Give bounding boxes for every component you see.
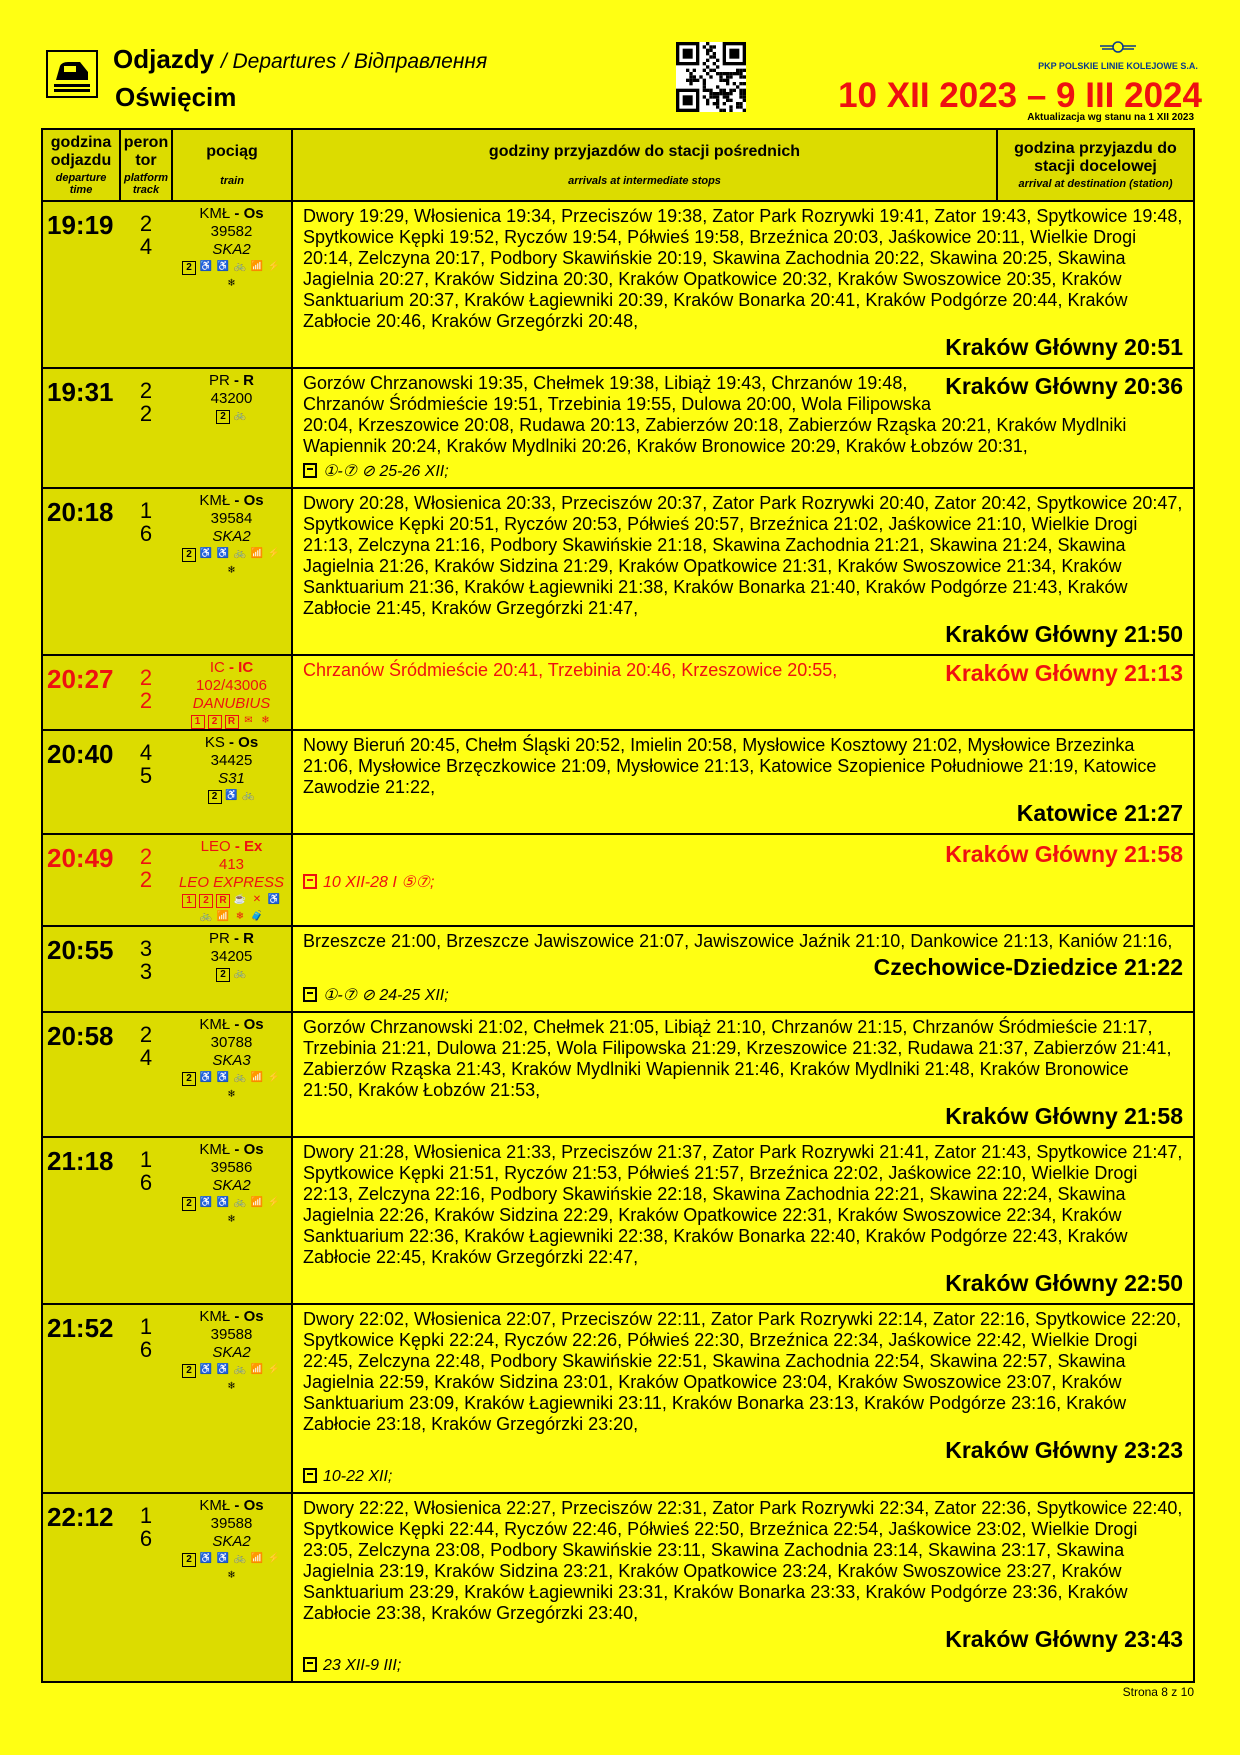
amenity-icon: 📶 bbox=[250, 1553, 264, 1564]
header-platform: peron tor platform track bbox=[120, 129, 172, 201]
train-category: PR - R bbox=[208, 930, 255, 947]
intermediate-stops: Dwory 19:29, Włosienica 19:34, Przeciszów 19:38, Zator Park Rozrywki 19:41, Zator 19:43, Spytkowice 19:48, Spytkowice Kępki 19:52, Ryczów 19:54, Półwieś 19:58, Brzeźnica 20:03, Jaśkowice 20:11, Wielkie Drogi 20:14, Zelczyna 20:17, Podbory Skawińskie 20:19, Skawina Zachodnia 20:22, Skawina 20:25, Skawina Jagielnia 20:27, Kraków Sidzina 20:30, Kraków Opatkowice 20:32, Kraków Swoszowice 20:35, Kraków Sanktuarium 20:37, Kraków Łagiewniki 20:39, Kraków Bonarka 20:41, Kraków Podgórze 20:44, Kraków Zabłocie 20:46, Kraków Grzegórzki 20:48, bbox=[303, 206, 1183, 331]
amenity-icon: 🚲 bbox=[199, 911, 213, 922]
departure-time: 22:12 bbox=[47, 1502, 114, 1532]
train-category: KMŁ - Os bbox=[199, 1497, 264, 1514]
departure-time: 20:49 bbox=[47, 843, 114, 873]
amenity-icon: ⚡ bbox=[267, 261, 281, 272]
intermediate-stops: Gorzów Chrzanowski 19:35, Chełmek 19:38, Libiąż 19:43, Chrzanów 19:48, Chrzanów Śródmieście 19:51, Trzebinia 19:55, Dulowa 20:00, Wola Filipowska 20:04, Krzeszowice 20:08, Rudawa 20:13, Zabierzów 20:18, Zabierzów Rząska 20:21, Kraków Mydlniki Wapiennik 20:24, Kraków Mydlniki 20:26, Kraków Bronowice 20:29, Kraków Łobzów 20:31, bbox=[303, 373, 1127, 456]
platform-cell bbox=[120, 1012, 172, 1137]
category: Os bbox=[243, 1016, 264, 1033]
departure-time: 20:27 bbox=[47, 664, 114, 694]
amenity-icon: ♿ bbox=[267, 894, 281, 905]
amenity-icon: 📶 bbox=[216, 911, 230, 922]
track-number: 6 bbox=[139, 1526, 153, 1551]
update-note: Aktualizacja wg stanu na 1 XII 2023 bbox=[1027, 112, 1194, 123]
departure-time-cell bbox=[42, 1137, 120, 1304]
train-name: SKA3 bbox=[212, 1052, 251, 1069]
departure-time-cell bbox=[42, 368, 120, 488]
platform-cell bbox=[120, 834, 172, 926]
stops-cell bbox=[292, 926, 1194, 1012]
amenity-icon: 📶 bbox=[250, 1197, 264, 1208]
train-number: 39588 bbox=[210, 1326, 253, 1343]
stops-cell bbox=[292, 1012, 1194, 1137]
amenity-icon: 📶 bbox=[250, 261, 264, 272]
schedule-note bbox=[303, 1657, 1183, 1675]
intermediate-stops: Nowy Bieruń 20:45, Chełm Śląski 20:52, Imielin 20:58, Mysłowice Kosztowy 21:02, Mysłowice Brzezinka 21:06, Mysłowice Brzęczkowice 21:09, Mysłowice 21:13, Katowice Szopienice Południowe 21:19, Katowice Zawodzie 21:22, bbox=[303, 735, 1157, 797]
train-cell bbox=[172, 488, 292, 655]
departure-row[interactable] bbox=[42, 1493, 1194, 1682]
amenities bbox=[172, 790, 291, 804]
train-category: PR - R bbox=[208, 372, 255, 389]
train-number: 34425 bbox=[210, 752, 253, 769]
track-number: 6 bbox=[139, 1337, 153, 1362]
amenity-icon: 2 bbox=[208, 715, 222, 729]
amenity-icon: ⚡ bbox=[267, 1364, 281, 1375]
category: Os bbox=[243, 1497, 264, 1514]
track-number: 4 bbox=[139, 1045, 153, 1070]
intermediate-stops: Gorzów Chrzanowski 21:02, Chełmek 21:05, Libiąż 21:10, Chrzanów 21:15, Chrzanów Śródmieście 21:17, Trzebinia 21:21, Dulowa 21:25, Wola Filipowska 21:29, Krzeszowice 21:32, Rudawa 21:37, Zabierzów 21:41, Zabierzów Rząska 21:43, Kraków Mydlniki Wapiennik 21:46, Kraków Mydlniki 21:48, Kraków Bronowice 21:50, Kraków Łobzów 21:53, bbox=[303, 1017, 1172, 1100]
departure-time: 20:58 bbox=[47, 1021, 114, 1051]
category: Os bbox=[243, 1141, 264, 1158]
qr-code[interactable] bbox=[676, 42, 746, 112]
departure-time: 19:31 bbox=[47, 377, 114, 407]
destination-arrival: Kraków Główny 21:13 bbox=[945, 660, 1183, 686]
amenity-icon: 🚲 bbox=[233, 968, 247, 979]
train-number: 102/43006 bbox=[196, 677, 267, 694]
train-cell bbox=[172, 730, 292, 834]
amenity-icon: ✕ bbox=[252, 894, 262, 905]
title-main: Odjazdy bbox=[113, 44, 215, 74]
stops-cell bbox=[292, 834, 1194, 926]
train-category: KMŁ - Os bbox=[199, 492, 264, 509]
track-number: 6 bbox=[139, 1170, 153, 1195]
category: Os bbox=[243, 205, 264, 222]
destination-arrival: Kraków Główny 23:43 bbox=[945, 1626, 1183, 1652]
amenity-icon: ❄ bbox=[227, 1570, 236, 1581]
amenities bbox=[172, 715, 291, 729]
amenity-icon: 🚲 bbox=[233, 261, 247, 272]
departure-row[interactable] bbox=[42, 488, 1194, 655]
schedule-note bbox=[303, 872, 1183, 892]
carrier: KMŁ bbox=[199, 492, 231, 509]
header-time: godzina odjazdu departure time bbox=[42, 129, 120, 201]
calendar-icon bbox=[303, 1657, 317, 1672]
intermediate-stops: Dwory 20:28, Włosienica 20:33, Przeciszów 20:37, Zator Park Rozrywki 20:40, Zator 20:42, Spytkowice 20:47, Spytkowice Kępki 20:51, Ryczów 20:53, Półwieś 20:57, Brzeźnica 21:02, Jaśkowice 21:10, Wielkie Drogi 21:13, Zelczyna 21:16, Podbory Skawińskie 21:18, Skawina Zachodnia 21:21, Skawina 21:24, Skawina Jagielnia 21:26, Kraków Sidzina 21:29, Kraków Opatkowice 21:31, Kraków Swoszowice 21:34, Kraków Sanktuarium 21:36, Kraków Łagiewniki 21:38, Kraków Bonarka 21:40, Kraków Podgórze 21:43, Kraków Zabłocie 21:45, Kraków Grzegórzki 21:47, bbox=[303, 493, 1183, 618]
platform-cell bbox=[120, 1137, 172, 1304]
carrier: IC bbox=[209, 659, 225, 676]
train-cell bbox=[172, 1493, 292, 1682]
departure-time: 21:18 bbox=[47, 1146, 114, 1176]
stops-cell bbox=[292, 730, 1194, 834]
train-number: 39582 bbox=[210, 223, 253, 240]
train-number: 34205 bbox=[210, 948, 253, 965]
amenity-icon: ❄ bbox=[261, 715, 270, 726]
amenity-icon: ❄ bbox=[235, 911, 245, 922]
pkp-logo-text: PKP POLSKIE LINIE KOLEJOWE S.A. bbox=[1038, 61, 1198, 71]
platform-number: 2 bbox=[139, 1022, 153, 1047]
amenities bbox=[172, 968, 291, 982]
amenities bbox=[172, 894, 291, 925]
amenity-icon: 📶 bbox=[250, 1072, 264, 1083]
platform-cell bbox=[120, 1304, 172, 1493]
amenity-icon: 2 bbox=[182, 1553, 196, 1567]
amenity-icon: ⚡ bbox=[267, 1197, 281, 1208]
platform-number: 3 bbox=[139, 936, 153, 961]
platform-cell bbox=[120, 730, 172, 834]
platform-cell bbox=[120, 655, 172, 730]
departure-time: 20:55 bbox=[47, 935, 114, 965]
amenity-icon: 🧳 bbox=[250, 911, 264, 922]
train-cell bbox=[172, 1137, 292, 1304]
amenity-icon: 2 bbox=[182, 261, 196, 275]
calendar-icon bbox=[303, 987, 317, 1002]
intermediate-stops: Dwory 22:22, Włosienica 22:27, Przeciszów 22:31, Zator Park Rozrywki 22:34, Zator 22:36, Spytkowice 22:40, Spytkowice Kępki 22:44, Ryczów 22:46, Półwieś 22:50, Brzeźnica 22:54, Jaśkowice 23:02, Wielkie Drogi 23:05, Zelczyna 23:08, Podbory Skawińskie 23:11, Skawina Zachodnia 23:14, Skawina 23:17, Skawina Jagielnia 23:19, Kraków Sidzina 23:21, Kraków Opatkowice 23:24, Kraków Swoszowice 23:27, Kraków Sanktuarium 23:29, Kraków Łagiewniki 23:31, Kraków Bonarka 23:33, Kraków Podgórze 23:36, Kraków Zabłocie 23:38, Kraków Grzegórzki 23:40, bbox=[303, 1498, 1183, 1623]
train-cell bbox=[172, 655, 292, 730]
amenity-icon: 🚲 bbox=[233, 1553, 247, 1564]
amenity-icon: ⚡ bbox=[267, 1553, 281, 1564]
amenity-icon: ♿ bbox=[216, 1364, 230, 1375]
train-number: 30788 bbox=[210, 1034, 253, 1051]
train-cell bbox=[172, 1304, 292, 1493]
amenity-icon: 🚲 bbox=[233, 1072, 247, 1083]
note-text: 10-22 XII; bbox=[323, 1468, 393, 1485]
carrier: KMŁ bbox=[199, 1308, 231, 1325]
train-number: 39588 bbox=[210, 1515, 253, 1532]
train-category: LEO - Ex bbox=[200, 838, 263, 855]
amenities bbox=[172, 261, 291, 292]
amenities bbox=[172, 548, 291, 579]
amenity-icon: 🚲 bbox=[242, 790, 255, 801]
amenity-icon: 2 bbox=[182, 1364, 196, 1378]
amenity-icon: ❄ bbox=[227, 1214, 236, 1225]
amenity-icon: ♿ bbox=[199, 1072, 213, 1083]
train-category: IC - IC bbox=[209, 659, 254, 676]
amenities bbox=[172, 1197, 291, 1228]
category: Os bbox=[243, 1308, 264, 1325]
intermediate-stops: Dwory 21:28, Włosienica 21:33, Przeciszów 21:37, Zator Park Rozrywki 21:41, Zator 21:43, Spytkowice 21:47, Spytkowice Kępki 21:51, Ryczów 21:53, Półwieś 21:57, Brzeźnica 22:02, Jaśkowice 22:10, Wielkie Drogi 22:13, Zelczyna 22:16, Podbory Skawińskie 22:18, Skawina Zachodnia 22:21, Skawina 22:24, Skawina Jagielnia 22:26, Kraków Sidzina 22:29, Kraków Opatkowice 22:31, Kraków Swoszowice 22:34, Kraków Sanktuarium 22:36, Kraków Łagiewniki 22:38, Kraków Bonarka 22:40, Kraków Podgórze 22:43, Kraków Zabłocie 22:45, Kraków Grzegórzki 22:47, bbox=[303, 1142, 1183, 1267]
amenities bbox=[172, 1364, 291, 1395]
destination-arrival: Katowice 21:27 bbox=[1016, 800, 1183, 826]
carrier: PR bbox=[208, 930, 230, 947]
departure-row[interactable] bbox=[42, 834, 1194, 926]
amenity-icon: 🚲 bbox=[233, 410, 247, 421]
destination-arrival: Kraków Główny 20:36 bbox=[945, 373, 1183, 399]
train-name: DANUBIUS bbox=[192, 695, 271, 712]
departure-row[interactable] bbox=[42, 1012, 1194, 1137]
departure-time: 21:52 bbox=[47, 1313, 114, 1343]
departure-time-cell bbox=[42, 1012, 120, 1137]
page-number: Strona 8 z 10 bbox=[1122, 1685, 1194, 1699]
schedule-note bbox=[303, 985, 1183, 1005]
stops-cell bbox=[292, 655, 1194, 730]
amenity-icon: ♿ bbox=[225, 790, 238, 801]
carrier: KMŁ bbox=[199, 1497, 231, 1514]
destination-arrival: Kraków Główny 20:51 bbox=[945, 334, 1183, 360]
amenity-icon: R bbox=[216, 894, 230, 908]
departure-time-cell bbox=[42, 834, 120, 926]
track-number: 3 bbox=[139, 959, 153, 984]
amenity-icon: ☕ bbox=[233, 894, 247, 905]
amenity-icon: 🚲 bbox=[233, 1197, 247, 1208]
header-stops: godziny przyjazdów do stacji pośrednich arrivals at intermediate stops bbox=[292, 129, 997, 201]
stops-cell bbox=[292, 488, 1194, 655]
schedule-note bbox=[303, 461, 1183, 481]
stops-cell bbox=[292, 368, 1194, 488]
amenity-icon: ♿ bbox=[216, 1197, 230, 1208]
platform-cell bbox=[120, 926, 172, 1012]
stops-cell bbox=[292, 1137, 1194, 1304]
train-number: 39586 bbox=[210, 1159, 253, 1176]
amenity-icon: ❄ bbox=[227, 565, 236, 576]
table-header bbox=[42, 129, 1194, 201]
platform-number: 1 bbox=[139, 1314, 153, 1339]
train-category: KMŁ - Os bbox=[199, 1141, 264, 1158]
amenity-icon: 1 bbox=[191, 715, 205, 729]
validity-dates: 10 XII 2023 – 9 III 2024 bbox=[838, 76, 1202, 115]
destination-arrival: Kraków Główny 21:58 bbox=[945, 841, 1183, 867]
category: IC bbox=[238, 659, 254, 676]
amenity-icon: ⚡ bbox=[267, 1072, 281, 1083]
platform-number: 1 bbox=[139, 498, 153, 523]
destination-arrival: Czechowice-Dziedzice 21:22 bbox=[873, 954, 1183, 980]
platform-number: 1 bbox=[139, 1503, 153, 1528]
calendar-icon bbox=[303, 463, 317, 478]
amenity-icon: ♿ bbox=[216, 1072, 230, 1083]
departure-time-cell bbox=[42, 926, 120, 1012]
platform-cell bbox=[120, 488, 172, 655]
track-number: 5 bbox=[139, 763, 153, 788]
train-name: SKA2 bbox=[212, 1344, 251, 1361]
stops-cell bbox=[292, 1493, 1194, 1682]
departure-row[interactable] bbox=[42, 926, 1194, 1012]
note-text: 10 XII-28 I ⑤⑦; bbox=[323, 874, 435, 891]
amenity-icon: 🚲 bbox=[233, 548, 247, 559]
amenity-icon: 🚲 bbox=[233, 1364, 247, 1375]
departure-row[interactable] bbox=[42, 655, 1194, 730]
carrier: KMŁ bbox=[199, 1141, 231, 1158]
amenity-icon: ⚡ bbox=[267, 548, 281, 559]
platform-number: 2 bbox=[139, 665, 153, 690]
note-text: ①-⑦ ⊘ 25-26 XII; bbox=[323, 463, 449, 480]
amenity-icon: ♿ bbox=[199, 1197, 213, 1208]
amenity-icon: ♿ bbox=[199, 1553, 213, 1564]
note-text: 23 XII-9 III; bbox=[323, 1657, 402, 1674]
departure-row[interactable] bbox=[42, 201, 1194, 368]
amenity-icon: 2 bbox=[182, 1072, 196, 1086]
train-name: SKA2 bbox=[212, 1533, 251, 1550]
track-number: 2 bbox=[139, 867, 153, 892]
category: Os bbox=[243, 492, 264, 509]
title-translations: / Departures / Відправлення bbox=[220, 50, 488, 73]
amenity-icon: 📶 bbox=[250, 548, 264, 559]
amenity-icon: 2 bbox=[182, 1197, 196, 1211]
departure-time: 19:19 bbox=[47, 210, 114, 240]
carrier: LEO bbox=[200, 838, 231, 855]
carrier: PR bbox=[208, 372, 230, 389]
amenity-icon: 📶 bbox=[250, 1364, 264, 1375]
amenities bbox=[172, 410, 291, 424]
intermediate-stops: Dwory 22:02, Włosienica 22:07, Przeciszów 22:11, Zator Park Rozrywki 22:14, Zator 22:16, Spytkowice 22:20, Spytkowice Kępki 22:24, Ryczów 22:26, Półwieś 22:30, Brzeźnica 22:34, Jaśkowice 22:42, Wielkie Drogi 22:45, Zelczyna 22:48, Podbory Skawińskie 22:51, Skawina Zachodnia 22:54, Skawina 22:57, Skawina Jagielnia 22:59, Kraków Sidzina 23:01, Kraków Opatkowice 23:04, Kraków Swoszowice 23:07, Kraków Sanktuarium 23:09, Kraków Łagiewniki 23:11, Kraków Bonarka 23:13, Kraków Podgórze 23:16, Kraków Zabłocie 23:18, Kraków Grzegórzki 23:20, bbox=[303, 1309, 1182, 1434]
departure-time-cell bbox=[42, 488, 120, 655]
category: Os bbox=[238, 734, 259, 751]
schedule-note bbox=[303, 1468, 1183, 1486]
destination-arrival: Kraków Główny 21:58 bbox=[945, 1103, 1183, 1129]
train-name: S31 bbox=[218, 770, 245, 787]
intermediate-stops: Chrzanów Śródmieście 20:41, Trzebinia 20:46, Krzeszowice 20:55, bbox=[303, 660, 838, 680]
departures-table bbox=[41, 128, 1195, 1683]
departure-time-cell bbox=[42, 655, 120, 730]
train-cell bbox=[172, 1012, 292, 1137]
amenity-icon: 1 bbox=[182, 894, 196, 908]
platform-number: 2 bbox=[139, 844, 153, 869]
amenity-icon: ♿ bbox=[199, 1364, 213, 1375]
train-name: SKA2 bbox=[212, 1177, 251, 1194]
amenity-icon: 2 bbox=[216, 410, 230, 424]
destination-arrival: Kraków Główny 21:50 bbox=[945, 621, 1183, 647]
departure-row[interactable] bbox=[42, 730, 1194, 834]
amenity-icon: ♿ bbox=[216, 548, 230, 559]
intermediate-stops: Brzeszcze 21:00, Brzeszcze Jawiszowice 21:07, Jawiszowice Jaźnik 21:10, Dankowice 21:13, Kaniów 21:16, bbox=[303, 931, 1173, 951]
amenities bbox=[172, 1553, 291, 1584]
amenity-icon: ❄ bbox=[227, 1381, 236, 1392]
train-name: SKA2 bbox=[212, 241, 251, 258]
train-number: 39584 bbox=[210, 510, 253, 527]
amenity-icon: 2 bbox=[199, 894, 213, 908]
track-number: 6 bbox=[139, 521, 153, 546]
platform-number: 1 bbox=[139, 1147, 153, 1172]
train-name: SKA2 bbox=[212, 528, 251, 545]
track-number: 2 bbox=[139, 401, 153, 426]
platform-number: 2 bbox=[139, 378, 153, 403]
train-icon bbox=[46, 50, 98, 98]
carrier: KS bbox=[204, 734, 225, 751]
train-number: 43200 bbox=[210, 390, 253, 407]
calendar-icon bbox=[303, 1468, 317, 1483]
departure-time-cell bbox=[42, 1304, 120, 1493]
departure-time: 20:40 bbox=[47, 739, 114, 769]
category: R bbox=[243, 372, 255, 389]
amenities bbox=[172, 1072, 291, 1103]
track-number: 4 bbox=[139, 234, 153, 259]
amenity-icon: ♿ bbox=[216, 261, 230, 272]
train-category: KMŁ - Os bbox=[199, 205, 264, 222]
category: Ex bbox=[244, 838, 263, 855]
train-number: 413 bbox=[218, 856, 245, 873]
header-destination: godzina przyjazdu do stacji docelowej arrival at destination (station) bbox=[997, 129, 1194, 201]
page-title bbox=[113, 44, 487, 75]
amenity-icon: 2 bbox=[182, 548, 196, 562]
stops-cell bbox=[292, 1304, 1194, 1493]
departure-row[interactable] bbox=[42, 1304, 1194, 1493]
platform-number: 2 bbox=[139, 211, 153, 236]
destination-arrival: Kraków Główny 23:23 bbox=[945, 1437, 1183, 1463]
departure-time: 20:18 bbox=[47, 497, 114, 527]
destination-arrival: Kraków Główny 22:50 bbox=[945, 1270, 1183, 1296]
amenity-icon: ♿ bbox=[199, 261, 213, 272]
winged-wheel-icon bbox=[1098, 40, 1138, 54]
departure-time-cell bbox=[42, 1493, 120, 1682]
header bbox=[0, 0, 1240, 128]
train-cell bbox=[172, 368, 292, 488]
train-cell bbox=[172, 834, 292, 926]
stops-cell bbox=[292, 201, 1194, 368]
departure-row[interactable] bbox=[42, 368, 1194, 488]
amenity-icon: R bbox=[225, 715, 239, 729]
amenity-icon: ❄ bbox=[227, 1089, 236, 1100]
calendar-icon bbox=[303, 874, 317, 889]
departure-time-cell bbox=[42, 730, 120, 834]
train-category: KS - Os bbox=[204, 734, 259, 751]
track-number: 2 bbox=[139, 688, 153, 713]
header-train: pociąg train bbox=[172, 129, 292, 201]
category: R bbox=[243, 930, 255, 947]
amenity-icon: ❄ bbox=[227, 278, 236, 289]
station-name: Oświęcim bbox=[115, 82, 237, 112]
platform-cell bbox=[120, 201, 172, 368]
carrier: KMŁ bbox=[199, 1016, 231, 1033]
train-cell bbox=[172, 926, 292, 1012]
train-category: KMŁ - Os bbox=[199, 1016, 264, 1033]
platform-cell bbox=[120, 368, 172, 488]
carrier: KMŁ bbox=[199, 205, 231, 222]
note-text: ①-⑦ ⊘ 24-25 XII; bbox=[323, 987, 449, 1004]
amenity-icon: 2 bbox=[208, 790, 222, 804]
amenity-icon: ♿ bbox=[199, 548, 213, 559]
pkp-logo bbox=[1036, 40, 1200, 74]
platform-cell bbox=[120, 1493, 172, 1682]
platform-number: 4 bbox=[139, 740, 153, 765]
train-category: KMŁ - Os bbox=[199, 1308, 264, 1325]
amenity-icon: ♿ bbox=[216, 1553, 230, 1564]
departure-row[interactable] bbox=[42, 1137, 1194, 1304]
train-name: LEO EXPRESS bbox=[178, 874, 285, 891]
train-cell bbox=[172, 201, 292, 368]
amenity-icon: 2 bbox=[216, 968, 230, 982]
departure-time-cell bbox=[42, 201, 120, 368]
amenity-icon: ✉ bbox=[244, 715, 253, 726]
